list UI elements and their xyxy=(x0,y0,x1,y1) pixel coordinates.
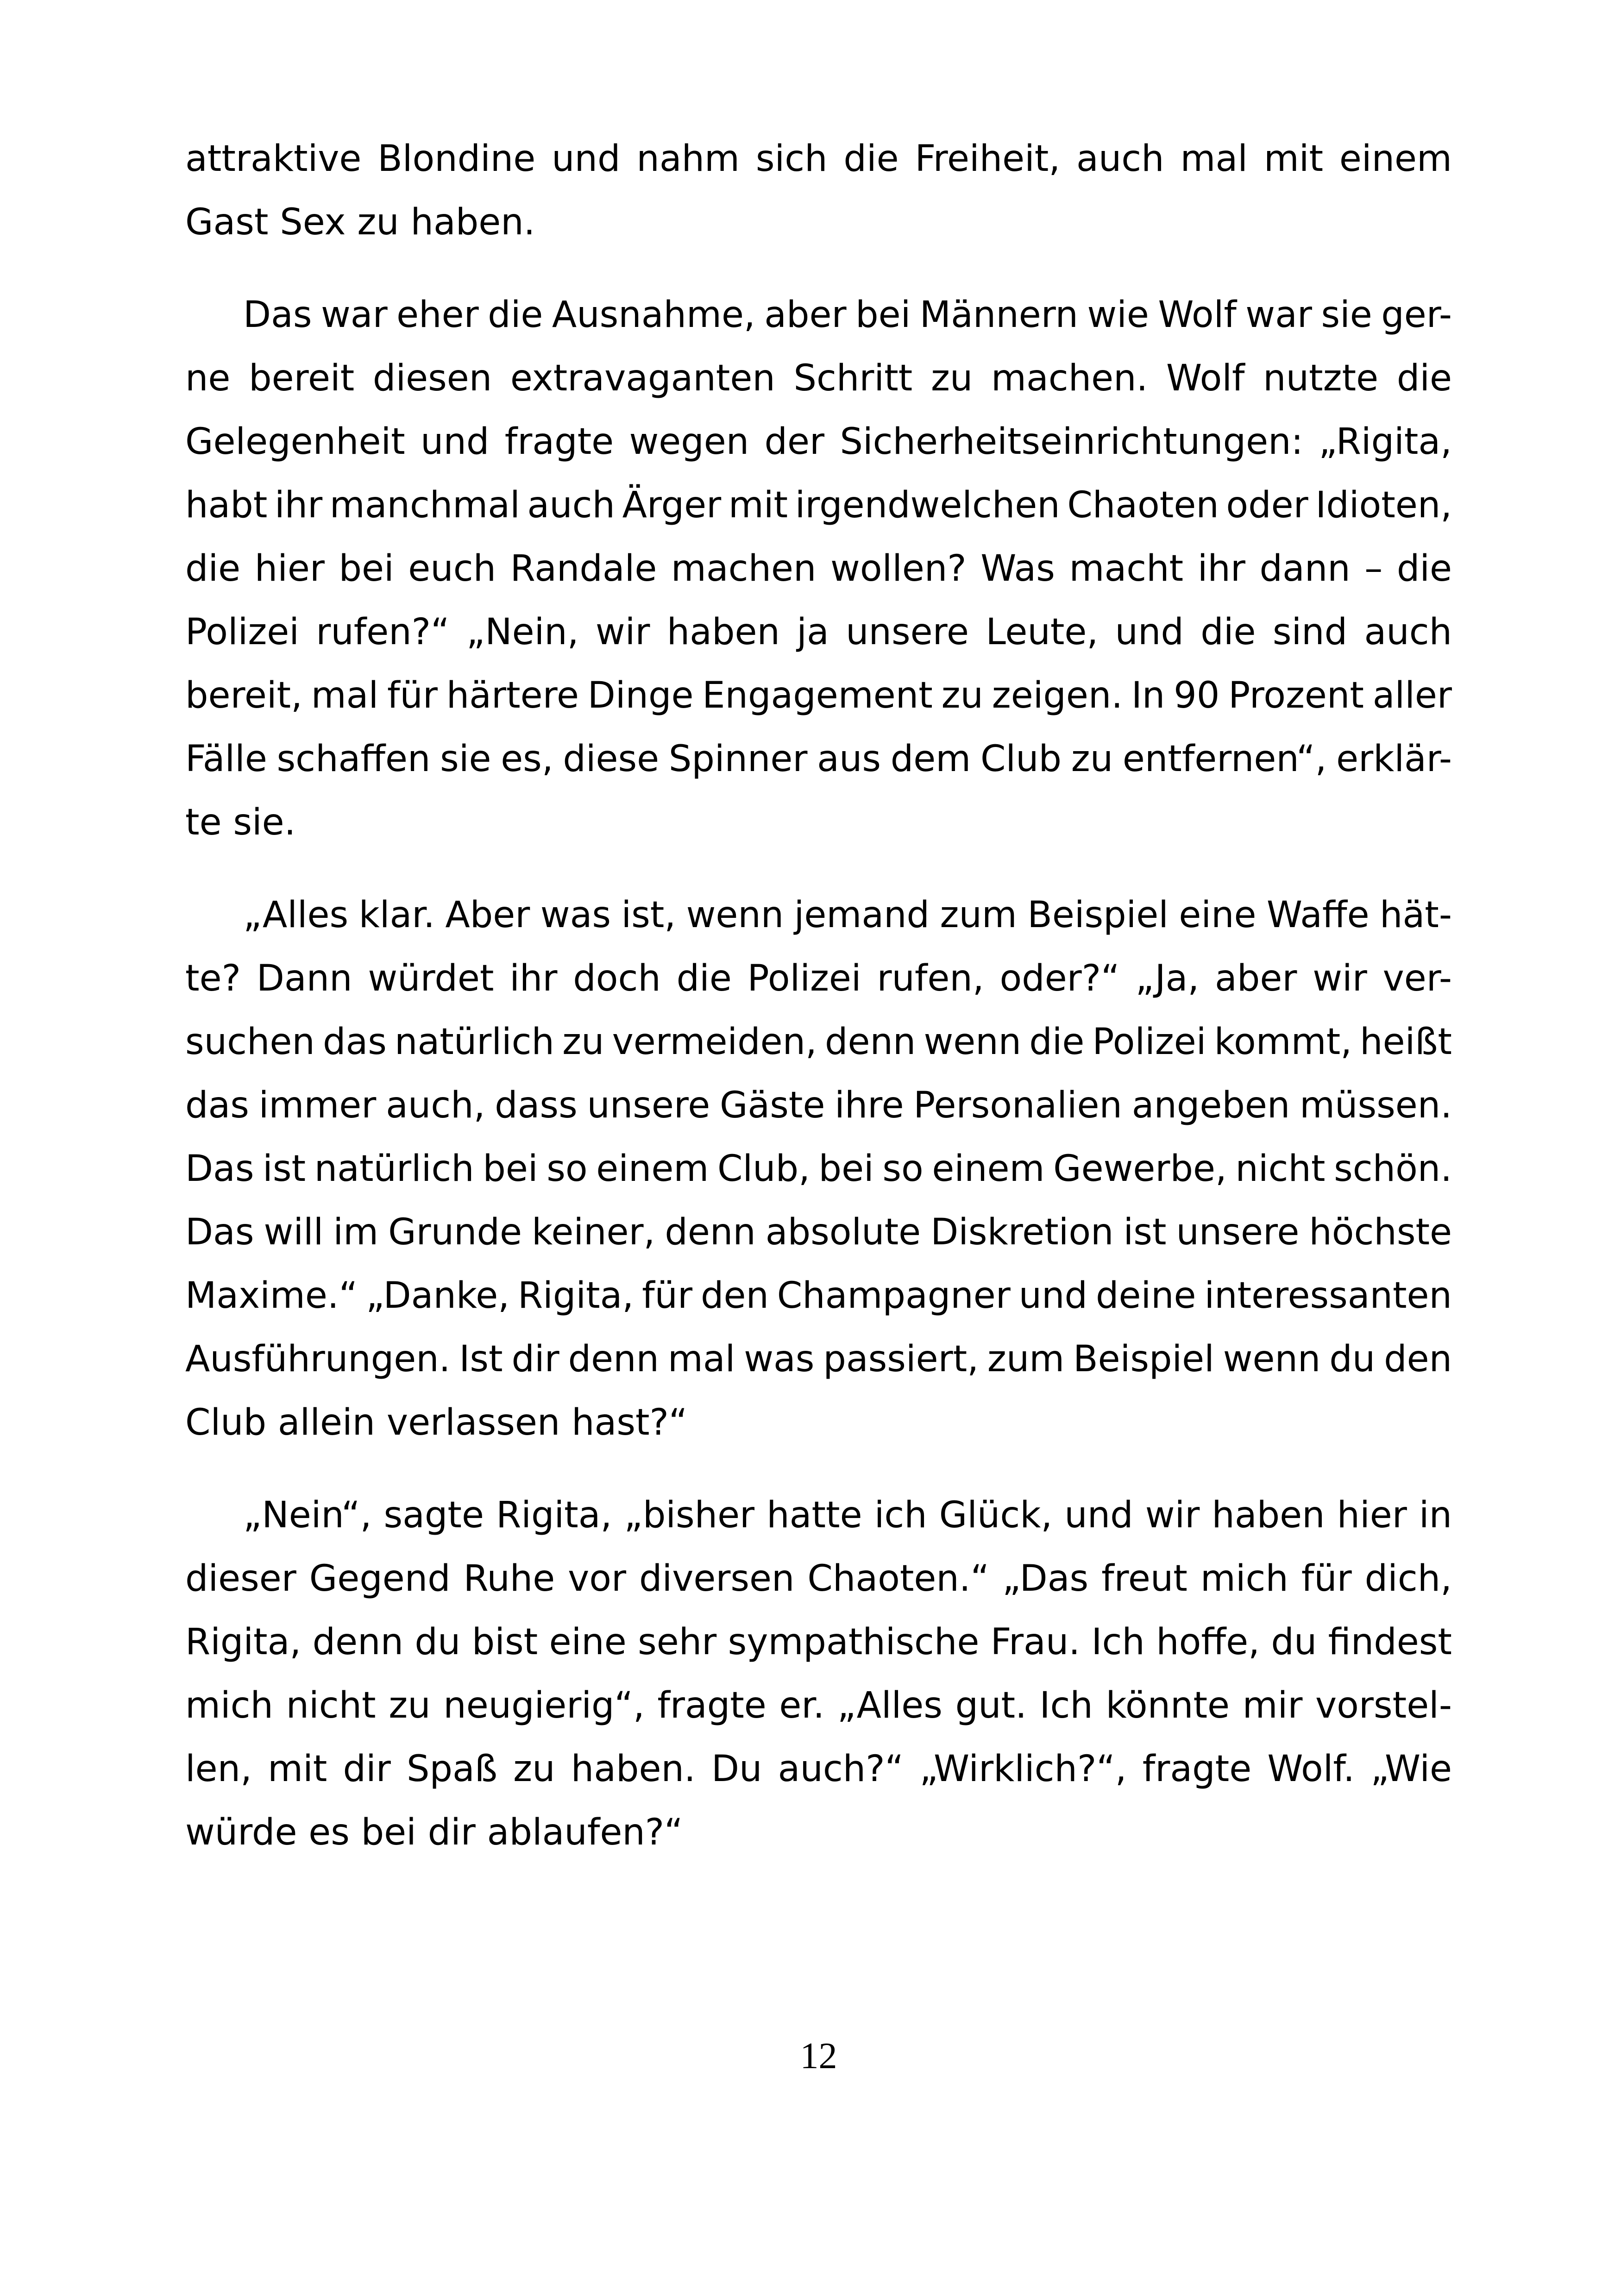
text-line: Rigita, denn du bist eine sehr sympathische Frau. Ich hoffe, du findest xyxy=(185,1621,1452,1663)
text-line: attraktive Blondine und nahm sich die Freiheit, auch mal mit einem xyxy=(185,138,1452,180)
text-line: te? Dann würdet ihr doch die Polizei rufen, oder?“ „Ja, aber wir ver- xyxy=(185,958,1452,999)
text-line: „Nein“, sagte Rigita, „bisher hatte ich Glück, und wir haben hier in xyxy=(243,1494,1452,1536)
text-line: Gelegenheit und fragte wegen der Sicherheitseinrichtungen: „Rigita, xyxy=(185,421,1452,463)
text-line: „Alles klar. Aber was ist, wenn jemand zum Beispiel eine Waffe hät- xyxy=(243,894,1452,936)
text-line: Polizei rufen?“ „Nein, wir haben ja unsere Leute, und die sind auch xyxy=(185,611,1452,653)
text-line: te sie. xyxy=(185,802,296,843)
text-line: das immer auch, dass unsere Gäste ihre Personalien angeben müssen. xyxy=(185,1085,1452,1126)
text-line: mich nicht zu neugierig“, fragte er. „Alles gut. Ich könnte mir vorstel- xyxy=(185,1685,1452,1726)
text-line: Fälle schaffen sie es, diese Spinner aus dem Club zu entfernen“, erklär- xyxy=(185,738,1452,780)
text-line: suchen das natürlich zu vermeiden, denn wenn die Polizei kommt, heißt xyxy=(185,1021,1452,1063)
paragraph xyxy=(185,884,1452,1455)
text-line: len, mit dir Spaß zu haben. Du auch?“ „Wirklich?“, fragte Wolf. „Wie xyxy=(185,1748,1452,1790)
text-line: habt ihr manchmal auch Ärger mit irgendwelchen Chaoten oder Idioten, xyxy=(185,484,1452,526)
text-line: bereit, mal für härtere Dinge Engagement zu zeigen. In 90 Prozent aller xyxy=(185,675,1452,716)
paragraph xyxy=(185,127,1452,254)
text-line: würde es bei dir ablaufen?“ xyxy=(185,1812,683,1853)
page-number: 12 xyxy=(800,2036,837,2076)
text-line: Das war eher die Ausnahme, aber bei Männern wie Wolf war sie ger- xyxy=(243,294,1452,336)
body-text xyxy=(185,127,1452,1894)
text-line: Club allein verlassen hast?“ xyxy=(185,1402,688,1443)
text-line: Gast Sex zu haben. xyxy=(185,201,535,243)
text-line: Maxime.“ „Danke, Rigita, für den Champagner und deine interessanten xyxy=(185,1275,1452,1317)
text-line: Das will im Grunde keiner, denn absolute Diskretion ist unsere höchste xyxy=(185,1211,1452,1253)
text-line: die hier bei euch Randale machen wollen? Was macht ihr dann – die xyxy=(185,548,1452,590)
text-line: ne bereit diesen extravaganten Schritt zu machen. Wolf nutzte die xyxy=(185,358,1452,399)
text-line: dieser Gegend Ruhe vor diversen Chaoten.“ „Das freut mich für dich, xyxy=(185,1558,1452,1600)
text-line: Ausführungen. Ist dir denn mal was passiert, zum Beispiel wenn du den xyxy=(185,1338,1452,1380)
text-line: Das ist natürlich bei so einem Club, bei so einem Gewerbe, nicht schön. xyxy=(185,1148,1452,1190)
paragraph xyxy=(185,1484,1452,1864)
paragraph xyxy=(185,283,1452,854)
